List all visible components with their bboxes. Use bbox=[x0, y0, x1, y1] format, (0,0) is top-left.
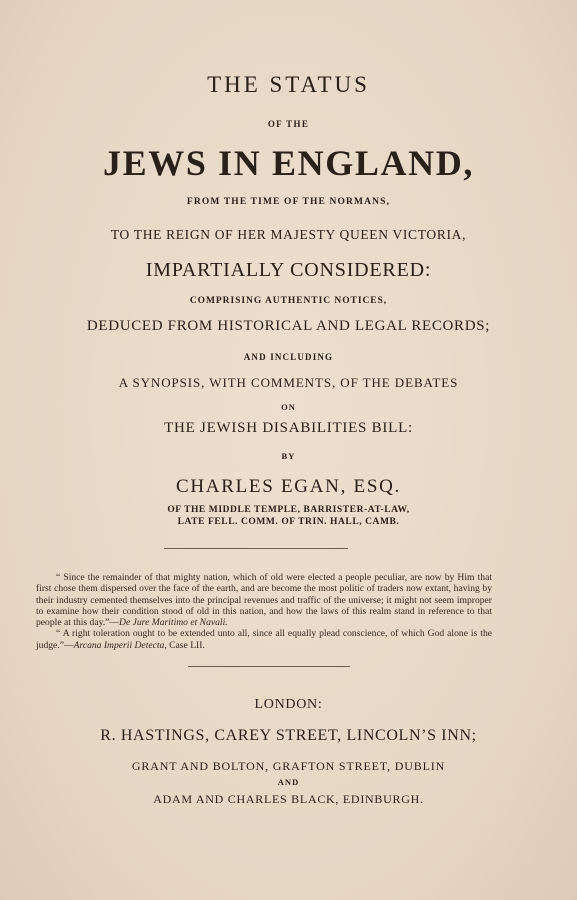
title-line-on: ON bbox=[281, 402, 296, 412]
title-line-comprising: COMPRISING AUTHENTIC NOTICES, bbox=[189, 296, 388, 306]
title-line-and-including: AND INCLUDING bbox=[243, 352, 334, 362]
title-line-synopsis: A SYNOPSIS, WITH COMMENTS, OF THE DEBATES bbox=[118, 375, 459, 390]
title-line-deduced: DEDUCED FROM HISTORICAL AND LEGAL RECORDS; bbox=[86, 318, 491, 334]
author-name: CHARLES EGAN, ESQ. bbox=[175, 476, 401, 497]
epigraph-quote-2: “ A right toleration ought to be extended unto all, since all equally plead conscience, of which God alone is the judge.”—Arcana Imperii Detecta, Case LII. bbox=[36, 628, 492, 651]
author-affiliation-1: OF THE MIDDLE TEMPLE, BARRISTER-AT-LAW, bbox=[167, 505, 410, 515]
title-line-of-the: OF THE bbox=[267, 119, 310, 129]
imprint-publisher-hastings: R. HASTINGS, CAREY STREET, LINCOLN’S INN; bbox=[100, 727, 477, 744]
epigraph-quote-1: “ Since the remainder of that mighty nation, which of old were elected a people peculiar, are now by Him that first chose them dispersed over the face of the earth, and are become the most politic of traders now extant, having by their industry cemented themselves into the principal revenues and traffic of the universe; it might not seem improper to examine how their condition stood of old in this nation, and how the laws of this realm stand in reference to that people at this day.”—De Jure Maritimo et Navali. bbox=[36, 572, 492, 629]
divider-rule-lower bbox=[188, 666, 350, 667]
epigraph bbox=[36, 572, 492, 651]
imprint-publisher-grant-bolton: GRANT AND BOLTON, GRAFTON STREET, DUBLIN bbox=[131, 759, 446, 773]
imprint-city: LONDON: bbox=[254, 697, 323, 712]
imprint-and: AND bbox=[277, 777, 300, 787]
author-affiliation-2: LATE FELL. COMM. OF TRIN. HALL, CAMB. bbox=[177, 517, 400, 527]
title-line-impartially: IMPARTIALLY CONSIDERED: bbox=[145, 259, 432, 281]
epigraph-source-2: Arcana Imperii Detecta bbox=[73, 639, 165, 651]
main-title: JEWS IN ENGLAND, bbox=[103, 143, 474, 183]
divider-rule-upper bbox=[164, 548, 348, 549]
epigraph-source-1: De Jure Maritimo et Navali. bbox=[119, 617, 228, 629]
title-line-by: BY bbox=[281, 451, 296, 461]
title-line-normans: FROM THE TIME OF THE NORMANS, bbox=[186, 197, 391, 207]
title-line-status: THE STATUS bbox=[207, 72, 370, 97]
epigraph-reference-2: , Case LII. bbox=[164, 639, 205, 651]
title-line-victoria: TO THE REIGN OF HER MAJESTY QUEEN VICTORIA, bbox=[110, 227, 467, 242]
imprint-publisher-black: ADAM AND CHARLES BLACK, EDINBURGH. bbox=[153, 792, 424, 806]
title-line-disabilities-bill: THE JEWISH DISABILITIES BILL: bbox=[164, 420, 413, 436]
